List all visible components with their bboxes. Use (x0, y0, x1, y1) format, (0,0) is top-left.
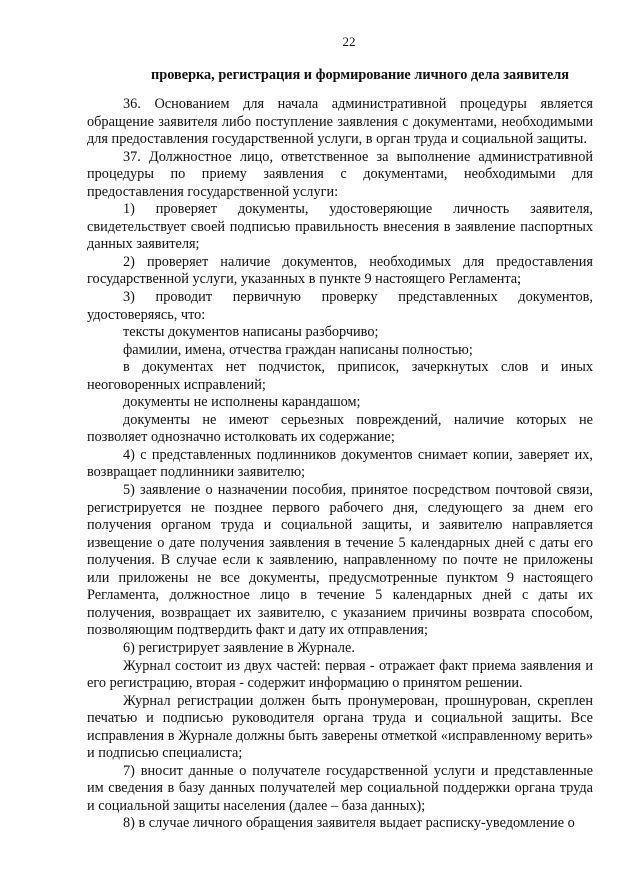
list-item-5: 5) заявление о назначении пособия, принятое посредством почтовой связи, регистрируется не позднее первого рабочего дня, следующего за днем его получения органом труда и социальной защиты, и заявителю направляется извещение о дате получения заявления в течение 5 календарных дней с даты его получения. В случае если к заявлению, направленному по почте не приложены или приложены не все документы, предусмотренные пунктом 9 настоящего Регламента, должностное лицо в течение 5 календарных дней с даты их получения, возвращает их заявителю, с указанием причины возврата способом, позволяющим подтвердить факт и дату их отправления; (87, 482, 593, 639)
check-item-no-damage: документы не имеют серьезных повреждений, наличие которых не позволяет однозначно истолковать их содержание; (87, 411, 593, 446)
check-item-legible: тексты документов написаны разборчиво; (123, 324, 379, 341)
document-page (87, 34, 593, 833)
list-item-1: 1) проверяет документы, удостоверяющие личность заявителя, свидетельствует своей подписью правильность внесения в заявление паспортных данных заявителя; (87, 201, 593, 253)
list-item-4: 4) с представленных подлинников документов снимает копии, заверяет их, возвращает подлинники заявителю; (87, 446, 593, 481)
paragraph-37: 37. Должностное лицо, ответственное за выполнение административной процедуры по приему заявления с документами, необходимыми для предоставления государственной услуги: (87, 148, 593, 200)
check-item-no-pencil: документы не исполнены карандашом; (123, 394, 361, 411)
journal-structure-paragraph: Журнал состоит из двух частей: первая - отражает факт приема заявления и его регистрацию, вторая - содержит информацию о принятом решении. (87, 657, 593, 692)
list-item-6: 6) регистрирует заявление в Журнале. (123, 639, 355, 656)
list-item-3: 3) проводит первичную проверку представленных документов, удостоверяясь, что: (87, 289, 593, 323)
check-item-full-names: фамилии, имена, отчества граждан написаны полностью; (123, 341, 473, 358)
section-heading: проверка, регистрация и формирование личного дела заявителя (151, 67, 569, 83)
list-item-7: 7) вносит данные о получателе государственной услуги и представленные им сведения в базу данных получателей мер социальной поддержки органа труда и социальной защиты населения (далее – база данных); (87, 762, 593, 814)
list-item-8: 8) в случае личного обращения заявителя выдает расписку-уведомление о (123, 815, 575, 832)
journal-registration-paragraph: Журнал регистрации должен быть пронумерован, прошнурован, скреплен печатью и подписью руководителя органа труда и социальной защиты. Все исправления в Журнале должны быть заверены отметкой «исправленному верить» и подписью специалиста; (87, 692, 593, 762)
paragraph-36: 36. Основанием для начала административной процедуры является обращение заявителя либо поступление заявления с документами, необходимыми для предоставления государственной услуги, в орган труда и социальной защиты. (87, 96, 593, 148)
page-number: 22 (342, 34, 356, 49)
check-item-no-corrections: в документах нет подчисток, приписок, зачеркнутых слов и иных неоговоренных исправлений; (87, 359, 593, 393)
list-item-2: 2) проверяет наличие документов, необходимых для предоставления государственной услуги, указанных в пункте 9 настоящего Регламента; (87, 253, 593, 288)
